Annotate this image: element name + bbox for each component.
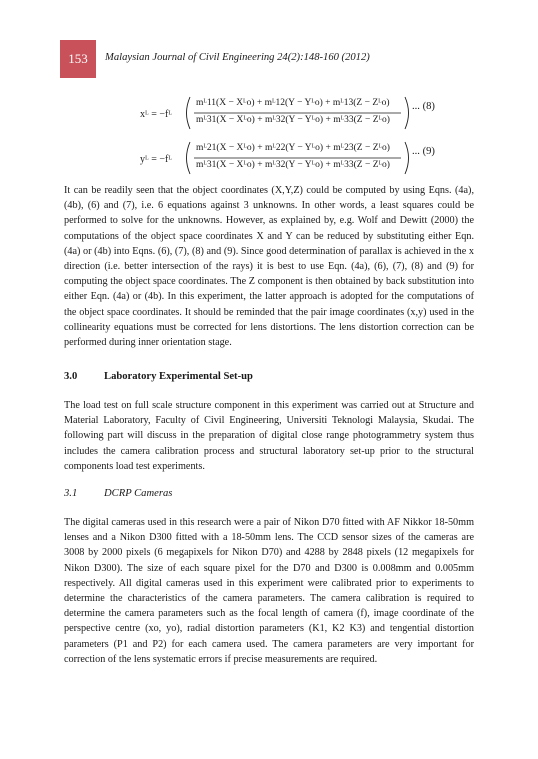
equation-numerator: mᴸ21(X − Xᴸo) + mᴸ22(Y − Yᴸo) + mᴸ23(Z − Zᴸo) (196, 143, 390, 153)
section-number: 3.0 (64, 371, 78, 382)
equation-denominator: mᴸ31(X − Xᴸo) + mᴸ32(Y − Yᴸo) + mᴸ33(Z − Zᴸo) (196, 115, 390, 125)
equation-denominator: mᴸ31(X − Xᴸo) + mᴸ32(Y − Yᴸo) + mᴸ33(Z − Zᴸo) (196, 160, 390, 170)
section-title: Laboratory Experimental Set-up (104, 371, 253, 382)
equation-lhs: xᴸ = −fᴸ (140, 109, 173, 120)
running-head: Malaysian Journal of Civil Engineering 24(2):148-160 (2012) (105, 52, 370, 63)
equation-fraction (180, 95, 430, 131)
equation-lhs: yᴸ = −fᴸ (140, 154, 173, 165)
subsection-title: DCRP Cameras (104, 488, 173, 499)
equation-9-label: ... (9) (412, 146, 435, 157)
section-heading-3-0 (64, 371, 253, 382)
paragraph-collinearity: It can be readily seen that the object coordinates (X,Y,Z) could be computed by using Eqns. (4a), (4b), (6) and (7), i.e. 6 equations against 3 unknowns. In other words, a least squares could be performed to solve for the unknowns. However, as explained by, e.g. Wolf and Dewitt (2000) the computations of the object space coordinates X and Y can be reduced by substituting either Eqn. (4a) or (4b) into Eqns. (6), (7), (8) and (9). Since good determination of parallax is achieved in the x direction (i.e. better intersection of the rays) it is best to use Eqn. (4a), (6), (7), (8) and (9) for computing the object space coordinates. The Z component is then obtained by back substitution into either Eqn. (4a) or (4b). In this experiment, the latter approach is adopted for the computations of the object space coordinates. It should be reminded that the pair image coordinates (x,y) used in the collinearity equations must be corrected for lens distortions. The lens distortion correction can be performed during inner orientation stage. (64, 185, 474, 349)
subsection-heading-3-1 (64, 488, 172, 499)
page-number-badge (60, 40, 96, 78)
paragraph-dcrp-cameras: The digital cameras used in this research were a pair of Nikon D70 fitted with AF Nikkor 18-50mm lenses and a Nikon D300 fitted with a 18-50mm lens. The CCD sensor sizes of the cameras are 3008 by 2000 pixels (6 megapixels for Nikon D70) and 4288 by 2848 pixels (12 megapixels for Nikon D300). The size of each square pixel for the D70 and D300 is 0.008mm and 0.005mm respectively. All digital cameras used in this experiment were calibrated prior to experiments to determine the characteristics of the camera parameters. The camera calibration is required to determine the camera parameters such as the focal length of camera (f), image coordinate of the perspective centre (xo, yo), radial distortion parameters (K1, K2 K3) and tengential distortion parameters (P1 and P2) for each camera used. The camera parameters are very important for correction of the lens systematic errors if precise measurements are required. (64, 517, 474, 665)
equation-fraction (180, 140, 430, 176)
equation-8-label: ... (8) (412, 101, 435, 112)
page-number: 153 (68, 51, 88, 66)
equation-numerator: mᴸ11(X − Xᴸo) + mᴸ12(Y − Yᴸo) + mᴸ13(Z − Zᴸo) (196, 98, 390, 108)
subsection-number: 3.1 (64, 488, 78, 499)
paragraph-lab-setup: The load test on full scale structure component in this experiment was carried out at Structure and Material Laboratory, Faculty of Civil Engineering, Universiti Teknologi Malaysia, Skudai. The following part will discuss in the preparation of digital close range photogrammetry system thus includes the camera calibration process and structural laboratory set-up prior to the structural components load test experiments. (64, 400, 474, 472)
